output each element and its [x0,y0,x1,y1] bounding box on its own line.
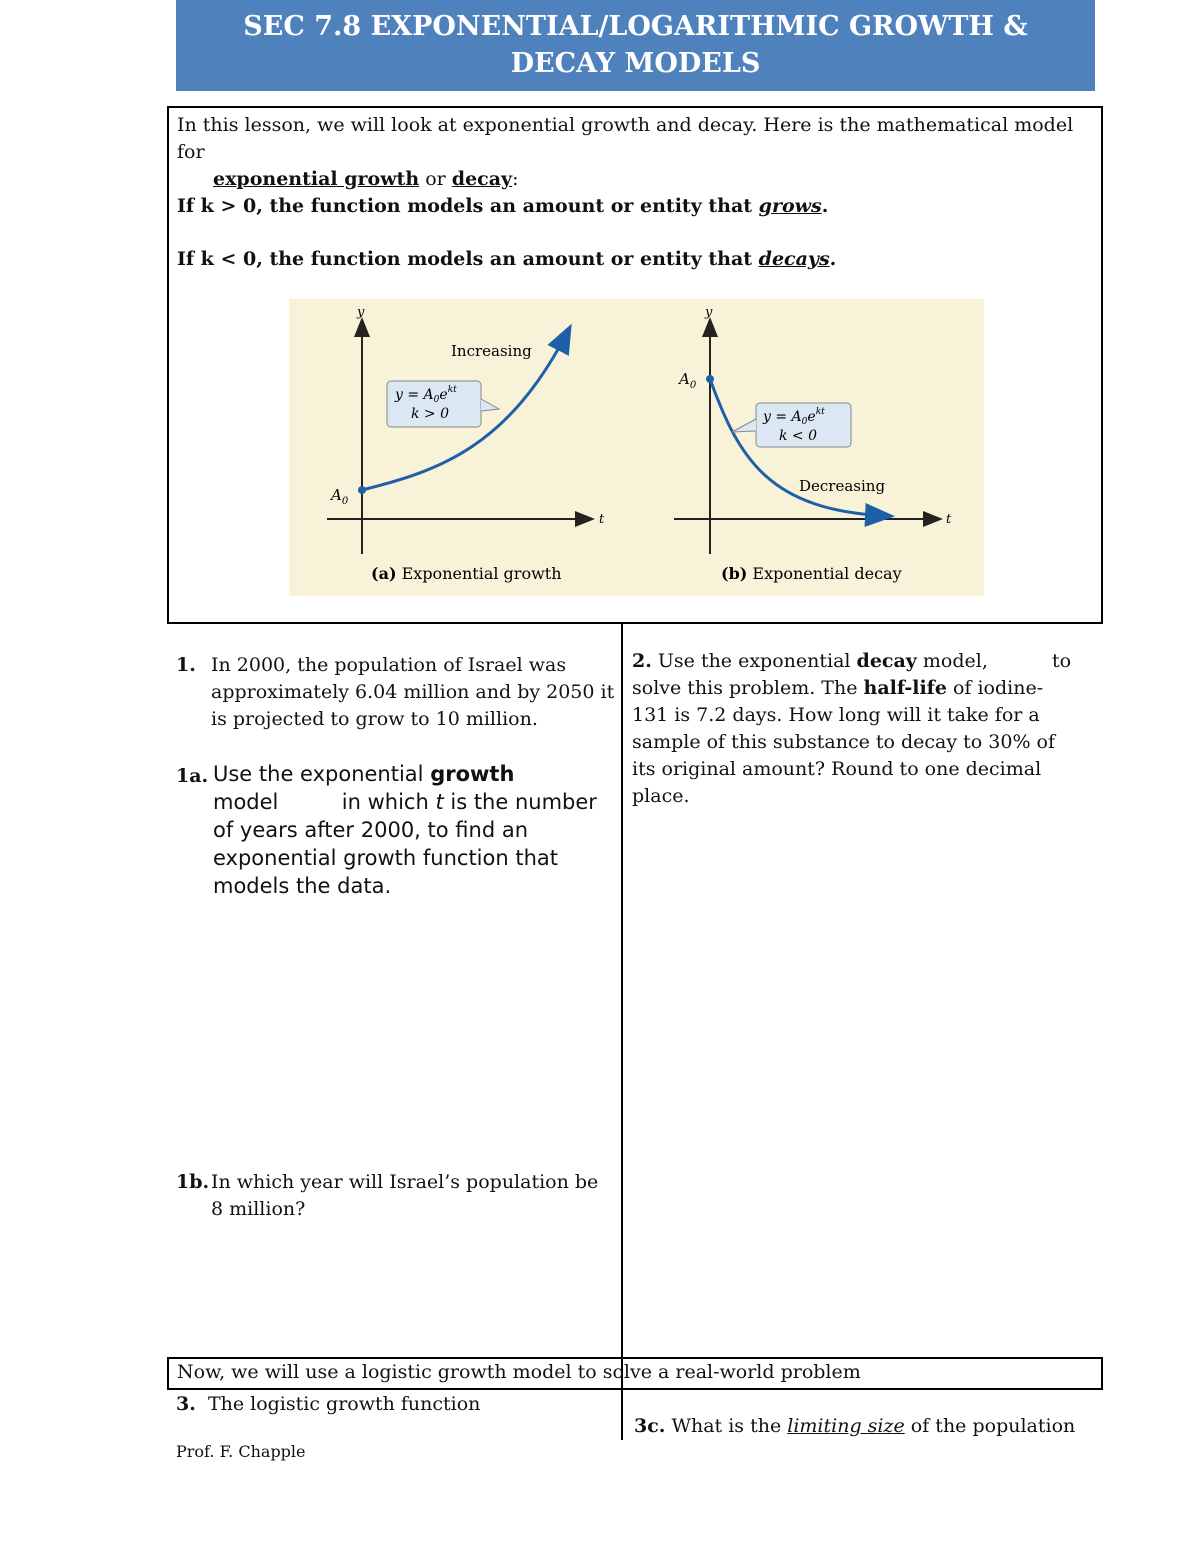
problem-2-text [632,648,1077,810]
problem-3c-limiting-size: limiting size [787,1415,905,1437]
decay-caption: (b) Exponential decay [721,564,902,583]
decay-graph [674,305,952,583]
problem-2-part-3: to [1051,650,1072,672]
problem-1a-number: 1a. [176,765,209,787]
problem-1b-number: 1b. [176,1171,210,1193]
problem-1-text: In 2000, the population of Israel was approximately 6.04 million and by 2050 it is projected to grow to 10 million. [211,654,615,730]
decay-t-label: t [946,512,952,527]
problem-1a-model: model [213,790,279,814]
growth-t-label: t [599,512,605,527]
problem-3-text: The logistic growth function [207,1393,481,1415]
growth-callout-pointer [481,399,499,411]
decay-condition: k < 0 [779,428,818,444]
decay-a0-point [706,375,714,383]
decay-curve-label: Decreasing [799,477,886,495]
logistic-intro-text: Now, we will use a logistic growth model to solve a real-world problem [177,1361,861,1383]
growth-rule-word: grows [758,195,822,217]
decay-a0-label: $A_0$ [679,370,697,391]
growth-caption: (a) Exponential growth [371,564,562,583]
problem-1a-part-1: Use the exponential [213,762,424,786]
intro-paragraph [177,112,1092,193]
logistic-intro-box [167,1357,1103,1390]
problem-2-number: 2. [632,650,652,672]
column-divider [621,624,623,1440]
decay-formula: $y = A_0e^{kt}$ [763,407,825,427]
growth-condition: k > 0 [411,406,450,422]
problem-3 [176,1391,480,1418]
word-or: or [425,168,446,190]
growth-curve-label: Increasing [451,342,532,360]
problem-3c-number: 3c. [634,1415,666,1437]
intro-box [167,106,1103,624]
decay-rule-text: If k < 0, the function models an amount or entity that [177,248,753,270]
problem-2-decay: decay [856,650,917,672]
intro-text: In this lesson, we will look at exponential growth and decay. Here is the mathematical model for [177,114,1074,163]
problem-1-number: 1. [176,654,196,676]
growth-rule-text: If k > 0, the function models an amount or entity that [177,195,753,217]
problem-1a-part-3: in which [341,790,429,814]
exponential-figure-svg [289,299,984,596]
problem-1a-part-4: is the number of years after 2000, to find an exponential growth function that models the data. [213,790,597,898]
footer-author: Prof. F. Chapple [176,1442,306,1461]
term-exponential-growth: exponential growth [213,168,420,190]
problem-3-number: 3. [176,1393,196,1415]
exponential-figure [289,299,984,596]
growth-rule-period: . [821,195,829,217]
decay-y-label: y [705,305,713,320]
decay-rule [177,246,836,273]
decay-rule-word: decays [758,248,830,270]
decay-rule-period: . [829,248,837,270]
problem-2-part-1: Use the exponential [657,650,851,672]
problem-2-half-life: half-life [863,677,947,699]
problem-1a-text [213,760,603,900]
colon: : [512,168,519,190]
problem-2-part-4: solve this problem. The [632,677,858,699]
problem-3c [634,1413,1075,1440]
problem-1b-text: In which year will Israel’s population be 8 million? [211,1171,599,1220]
problem-1a-t: t [435,790,444,814]
title-line-2: DECAY MODELS [510,48,761,79]
growth-rule [177,193,828,220]
growth-a0-point [358,486,366,494]
growth-a0-label: $A_0$ [331,486,349,507]
problem-3c-part-2: of the population [910,1415,1076,1437]
growth-y-label: y [357,305,365,320]
decay-callout-pointer [732,419,756,432]
problem-3c-part-1: What is the [671,1415,782,1437]
title-line-1: SEC 7.8 EXPONENTIAL/LOGARITHMIC GROWTH & [243,11,1028,42]
problem-2-part-2: model, [922,650,988,672]
growth-graph [327,305,605,583]
problem-1a-growth: growth [430,762,515,786]
problem-2-part-5: of iodine-131 is 7.2 days. How long will it take for a sample of this substance to decay to 30% of its original amount? Round to one decimal place. [632,677,1056,807]
term-decay: decay [451,168,513,190]
growth-formula: $y = A_0e^{kt}$ [395,385,457,405]
title-banner [176,0,1095,91]
